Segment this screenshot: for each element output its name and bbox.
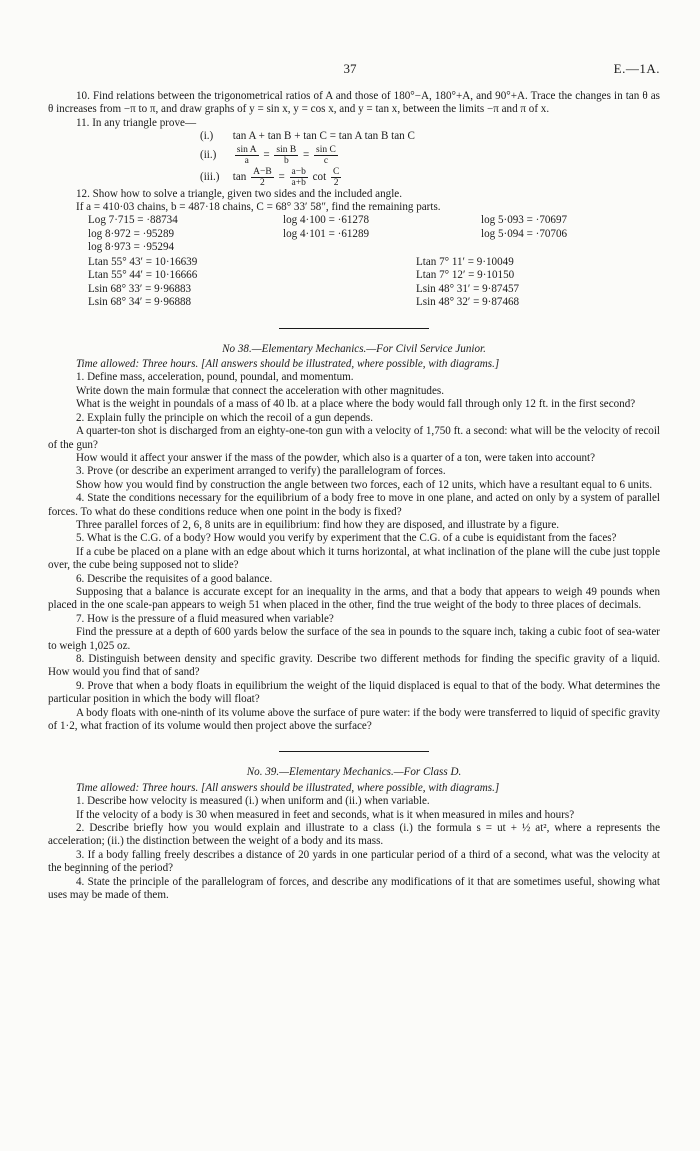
question-paragraph: 1. Describe how velocity is measured (i.) when uniform and (ii.) when variable. (76, 795, 430, 808)
question-11-part-iii: (iii.) tan $\frac{A-B}{2}$ = $\frac{a-b}{a+b}$ cot $\frac{C}{2}$ (200, 166, 340, 188)
log-cell: log 5·094 = ·70706 (481, 227, 568, 240)
question-paragraph: 4. State the conditions necessary for the equilibrium of a body free to move in one plane, and acted on only by a system of parallel forces. To what do these conditions reduce when one point in the body is fixed? (48, 492, 660, 518)
denominator: b (283, 155, 289, 166)
question-paragraph: 4. State the principle of the parallelogram of forces, and describe any modifications of it that are sometimes useful, showing what uses may be made of them. (48, 875, 660, 902)
log-table (48, 214, 660, 254)
part-label: (i.) (200, 130, 214, 143)
ltan-cell: Lsin 48° 31′ = 9·87457 (416, 282, 520, 295)
question-paragraph: 8. Distinguish between density and specific gravity. Describe two different methods for finding the specific gravity of a liquid. How would you find that of sand? (48, 653, 660, 679)
question-paragraph: 3. If a body falling freely describes a distance of 20 yards in one particular period of a third of a second, what was the velocity at the beginning of the period? (48, 848, 660, 875)
numerator: sin A (236, 144, 257, 155)
fraction (314, 145, 338, 166)
question-paragraph: 9. Prove that when a body floats in equilibrium the weight of the liquid displaced is equal to that of the body. What determines the particular position in which the body will float? (48, 679, 660, 706)
ltan-row (88, 283, 660, 296)
numerator: A−B (253, 166, 272, 177)
question-paragraph: Write down the main formulæ that connect the acceleration with other magnitudes. (76, 384, 444, 397)
ltan-cell: Lsin 68° 33′ = 9·96883 (88, 282, 192, 295)
ltan-cell: Ltan 55° 44′ = 10·16666 (88, 269, 198, 282)
log-cell: log 4·101 = ·61289 (283, 227, 370, 240)
numerator: C (332, 166, 340, 177)
question-12-line-2: If a = 410·03 chains, b = 487·18 chains, C = 68° 33′ 58″, find the remaining parts. (76, 201, 441, 214)
ltan-cell: Ltan 7° 11′ = 9·10049 (416, 256, 514, 269)
question-paragraph: 2. Explain fully the principle on which the recoil of a gun depends. (76, 411, 373, 424)
ltan-row (88, 256, 660, 269)
part-label: (ii.) (200, 148, 217, 161)
section-39-questions (48, 795, 660, 902)
denominator: a+b (291, 177, 306, 188)
denominator: 2 (260, 177, 265, 188)
part-label: (iii.) (200, 170, 220, 183)
section-38-questions (48, 371, 660, 733)
fraction (235, 145, 259, 166)
page-number: 37 (343, 61, 357, 76)
section-39-title: No. 39.—Elementary Mechanics.—For Class D. (246, 766, 462, 779)
ltan-table (48, 256, 660, 310)
log-row (88, 228, 660, 241)
ltan-row (88, 296, 660, 309)
question-paragraph: A quarter-ton shot is discharged from an eighty-one-ton gun with a velocity of 1,750 ft. a second: what will be the velocity of recoil of the gun? (48, 425, 661, 451)
tan-text: tan (232, 170, 247, 183)
identity-text: tan A + tan B + tan C = tan A tan B tan C (232, 130, 415, 143)
ltan-cell: Lsin 48° 32′ = 9·87468 (416, 296, 520, 309)
question-paragraph: A body floats with one-ninth of its volume above the surface of pure water: if the body were transferred to liquid of specific gravity of 1·2, what fraction of its volume would then project above the surface? (48, 706, 660, 733)
question-paragraph: If a cube be placed on a plane with an edge about which it turns horizontal, at what inclination of the plane will the cube just topple over, the cube being supposed not to slide? (48, 545, 660, 572)
cot-text: cot (312, 170, 327, 183)
section-divider (279, 328, 429, 329)
question-paragraph: 5. What is the C.G. of a body? How would you verify by experiment that the C.G. of a cube is equidistant from the faces? (76, 532, 617, 545)
section-38-title: No 38.—Elementary Mechanics.—For Civil Service Junior. (222, 342, 486, 355)
ltan-cell: Ltan 7° 12′ = 9·10150 (416, 269, 515, 282)
fraction (251, 167, 274, 188)
numerator: a−b (291, 166, 306, 177)
question-paragraph: 3. Prove (or describe an experiment arranged to verify) the parallelogram of forces. (76, 465, 446, 478)
log-row (88, 241, 660, 254)
log-cell: log 8·973 = ·95294 (88, 240, 175, 253)
question-10: 10. Find relations between the trigonometrical ratios of A and those of 180°−A, 180°+A, and 90°+A. Trace the changes in tan θ as θ increases from −π to π, and draw graphs of y = sin x, y = cos x, and y = tan x, between the limits −π and π of x. (48, 90, 660, 116)
question-paragraph: 7. How is the pressure of a fluid measured when variable? (76, 612, 334, 625)
page-reference: E.—1A. (613, 61, 660, 76)
question-paragraph: How would it affect your answer if the mass of the powder, which also is a quarter of a ton, were taken into account? (76, 451, 596, 464)
denominator: a (244, 155, 249, 166)
log-cell: log 8·972 = ·95289 (88, 227, 175, 240)
fraction (331, 167, 341, 188)
fraction (290, 167, 308, 188)
question-11-part-ii: (ii.) $\frac{\text{sin A}}{a}$ = $\frac{\text{sin B}}{b}$ = $\frac{\text{sin C}}{c}$ (200, 144, 336, 166)
question-11-intro: 11. In any triangle prove— (76, 116, 197, 129)
numerator: sin B (276, 144, 297, 155)
log-cell: log 5·093 = ·70697 (481, 214, 568, 227)
question-paragraph: Find the pressure at a depth of 600 yards below the surface of the sea in pounds to the square inch, taking a cubic foot of sea-water to weigh 1,025 oz. (48, 626, 660, 652)
ltan-cell: Lsin 68° 34′ = 9·96888 (88, 296, 192, 309)
section-divider (279, 751, 429, 752)
ltan-row (88, 269, 660, 282)
question-paragraph: Show how you would find by construction the angle between two forces, each of 12 units, which have a resultant equal to 6 units. (76, 478, 653, 491)
page-content (48, 90, 660, 903)
question-paragraph: 2. Describe briefly how you would explain and illustrate to a class (i.) the formula s = ut + ½ at², where a represents the acceleration; (ii.) the distinction between the weight of a body and its mass. (48, 822, 660, 848)
numerator: sin C (316, 144, 336, 155)
denominator: c (323, 155, 329, 166)
fraction (274, 145, 298, 166)
question-paragraph: What is the weight in poundals of a mass of 40 lb. at a place where the body would fall through only 12 ft. in the first second? (76, 398, 636, 411)
question-paragraph: 1. Define mass, acceleration, pound, poundal, and momentum. (76, 371, 354, 384)
question-paragraph: If the velocity of a body is 30 when measured in feet and seconds, what is it when measured in miles and hours? (76, 808, 575, 821)
denominator: 2 (333, 177, 339, 188)
question-12-line-1: 12. Show how to solve a triangle, given two sides and the included angle. (76, 187, 402, 200)
question-11-part-i (200, 130, 660, 143)
question-paragraph: 6. Describe the requisites of a good balance. (76, 572, 273, 585)
log-cell: log 4·100 = ·61278 (283, 214, 370, 227)
ltan-cell: Ltan 55° 43′ = 10·16639 (88, 256, 198, 269)
log-row (88, 214, 660, 227)
log-cell: Log 7·715 = ·88734 (88, 214, 178, 227)
question-paragraph: Supposing that a balance is accurate except for an inequality in the arms, and that a body that appears to weigh 49 pounds when placed in the one scale-pan appears to weigh 51 when placed in the other, find the true weight of the body to three places of decimals. (48, 585, 660, 612)
section-38-time-allowed: Time allowed: Three hours. [All answers should be illustrated, where possible, with diagrams.] (76, 358, 500, 371)
section-39-time-allowed: Time allowed: Three hours. [All answers should be illustrated, where possible, with diagrams.] (76, 781, 500, 794)
question-paragraph: Three parallel forces of 2, 6, 8 units are in equilibrium: find how they are disposed, and illustrate by a figure. (76, 518, 560, 531)
